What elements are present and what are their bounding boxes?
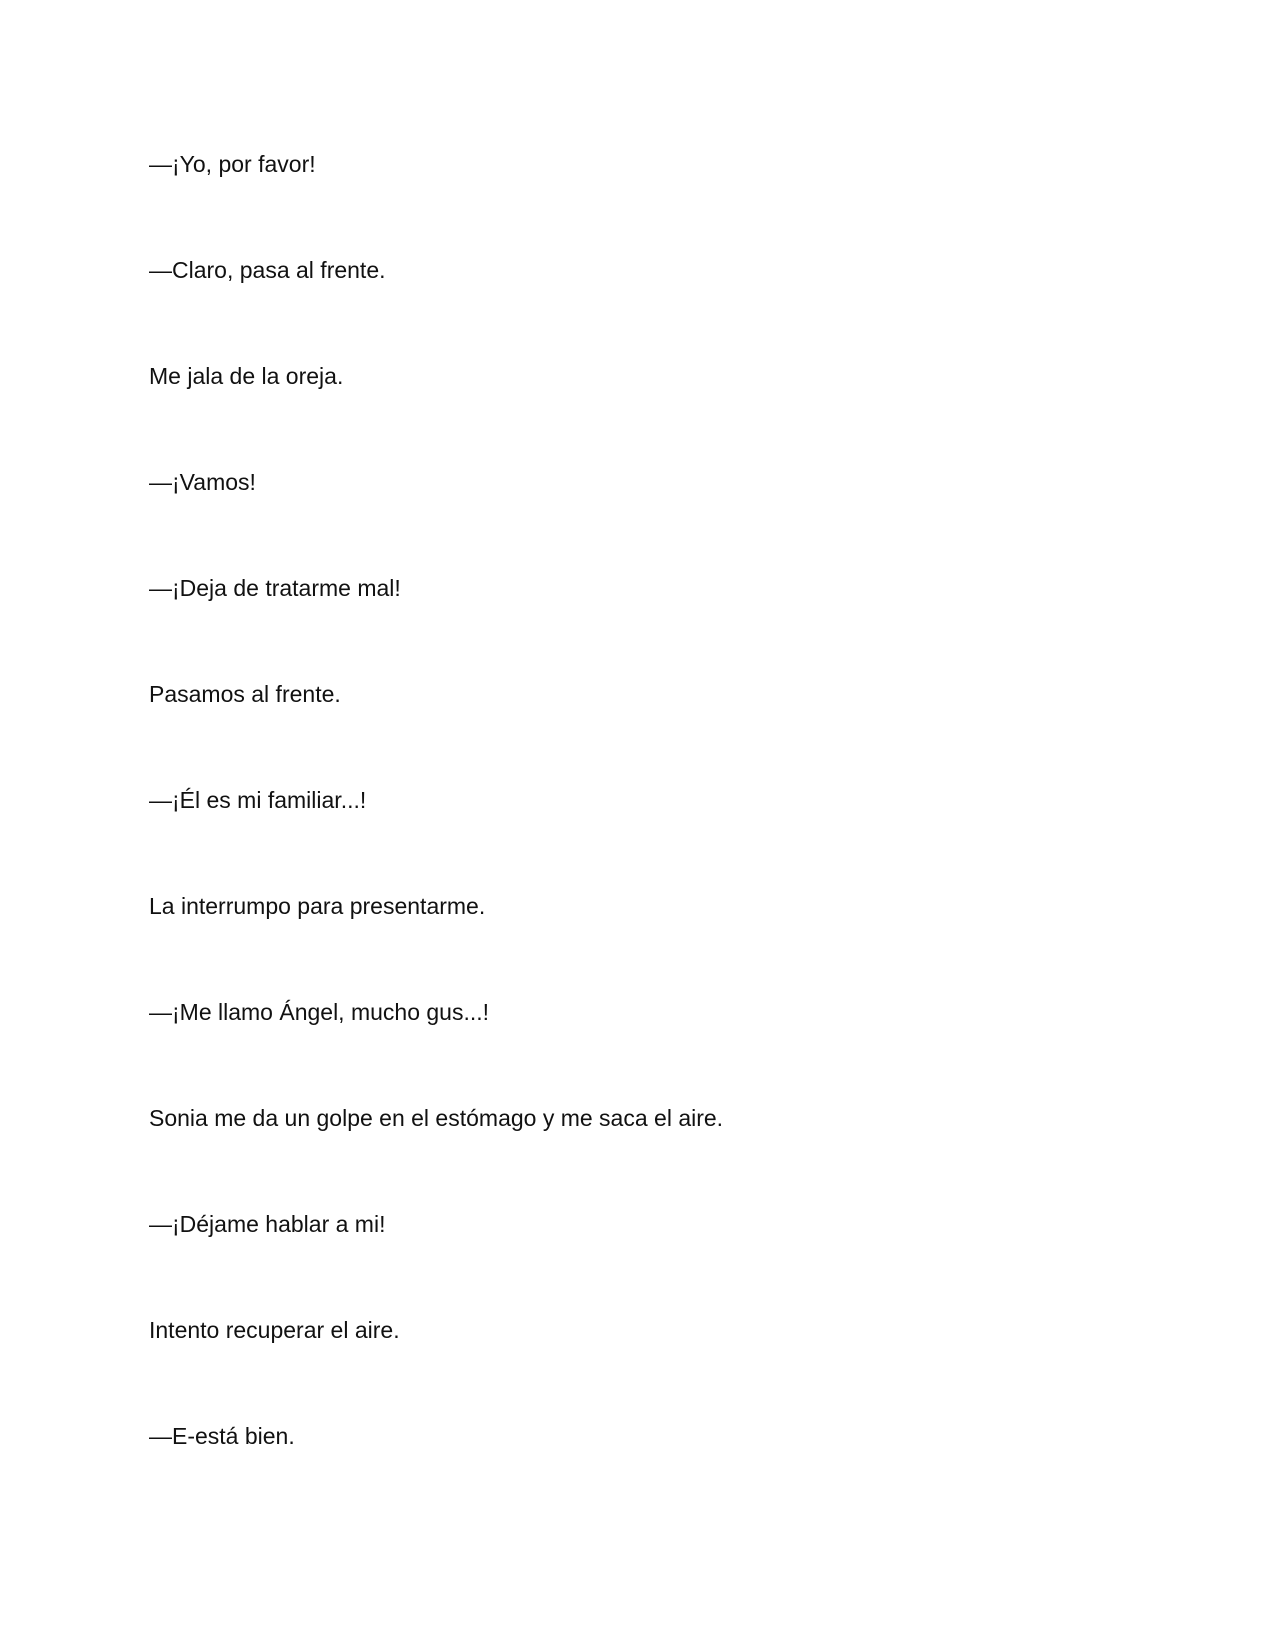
narration-line: Pasamos al frente. bbox=[149, 681, 341, 707]
dialogue-line: —E-está bien. bbox=[149, 1423, 295, 1449]
narration-line: Sonia me da un golpe en el estómago y me saca el aire. bbox=[149, 1105, 724, 1131]
dialogue-line: —¡Deja de tratarme mal! bbox=[149, 575, 401, 601]
narration-line: Intento recuperar el aire. bbox=[149, 1317, 400, 1343]
narration-line: La interrumpo para presentarme. bbox=[149, 893, 486, 919]
dialogue-line: —¡Él es mi familiar...! bbox=[149, 787, 367, 813]
dialogue-line: —¡Me llamo Ángel, mucho gus...! bbox=[149, 999, 490, 1025]
dialogue-line: —¡Vamos! bbox=[149, 469, 256, 495]
dialogue-line: —¡Yo, por favor! bbox=[149, 151, 316, 177]
narration-line: Me jala de la oreja. bbox=[149, 363, 344, 389]
dialogue-line: —Claro, pasa al frente. bbox=[149, 257, 386, 283]
dialogue-line: —¡Déjame hablar a mi! bbox=[149, 1211, 386, 1237]
